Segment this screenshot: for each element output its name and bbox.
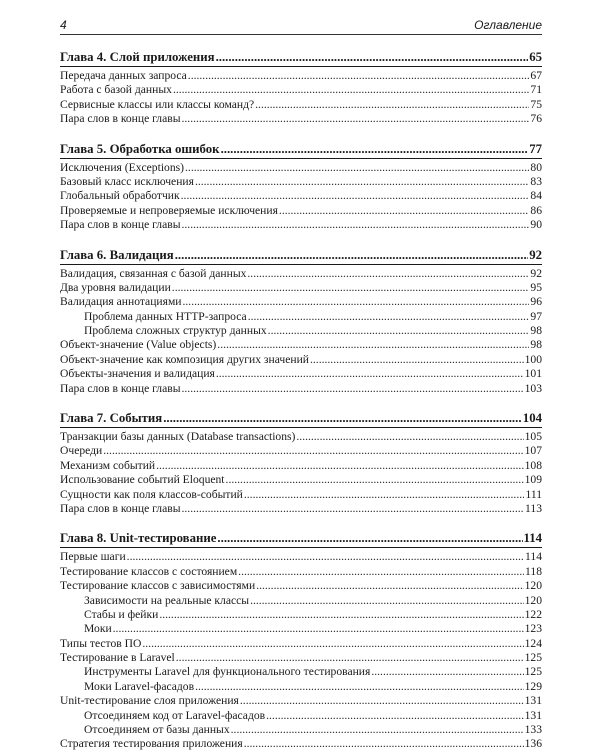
dot-leader bbox=[195, 680, 524, 694]
toc-section[interactable] bbox=[60, 83, 542, 97]
page-number: 4 bbox=[60, 18, 67, 32]
entry-title: Отсоединяем от базы данных bbox=[84, 723, 230, 737]
toc-page bbox=[60, 12, 542, 752]
toc-section[interactable] bbox=[60, 281, 542, 295]
entry-title: Использование событий Eloquent bbox=[60, 473, 225, 487]
entry-page-number: 96 bbox=[530, 295, 542, 309]
entry-title: Исключения (Exceptions) bbox=[60, 160, 185, 174]
dot-leader bbox=[113, 622, 524, 636]
entry-title: Объект-значение (Value objects) bbox=[60, 338, 217, 352]
entry-title: Сущности как поля классов-событий bbox=[60, 487, 243, 501]
entry-page-number: 122 bbox=[524, 607, 542, 621]
toc-section[interactable] bbox=[60, 488, 542, 502]
toc-section[interactable] bbox=[60, 651, 542, 665]
entry-page-number: 113 bbox=[525, 501, 542, 515]
entry-title: Глобальный обработчик bbox=[60, 189, 180, 203]
entry-page-number: 114 bbox=[523, 531, 542, 546]
entry-page-number: 123 bbox=[524, 622, 542, 636]
toc-subsection[interactable] bbox=[60, 594, 542, 608]
entry-page-number: 100 bbox=[524, 352, 542, 366]
entry-page-number: 103 bbox=[524, 381, 542, 395]
entry-title: Тестирование классов с состоянием bbox=[60, 564, 238, 578]
toc-section[interactable] bbox=[60, 473, 542, 487]
entry-page-number: 108 bbox=[524, 458, 542, 472]
toc-section[interactable] bbox=[60, 218, 542, 232]
entry-title: Передача данных запроса bbox=[60, 69, 187, 82]
toc-section[interactable] bbox=[60, 444, 542, 458]
toc-section[interactable] bbox=[60, 565, 542, 579]
toc-section[interactable] bbox=[60, 295, 542, 309]
entry-page-number: 129 bbox=[524, 679, 542, 693]
entry-page-number: 120 bbox=[524, 593, 542, 607]
entry-page-number: 120 bbox=[524, 579, 542, 593]
entry-title: Валидация аннотациями bbox=[60, 295, 182, 309]
dot-leader bbox=[279, 204, 529, 218]
toc-section[interactable] bbox=[60, 161, 542, 175]
dot-leader bbox=[182, 502, 525, 516]
entry-title: Валидация, связанная с базой данных bbox=[60, 266, 247, 280]
entry-page-number: 76 bbox=[530, 112, 542, 126]
toc-section[interactable] bbox=[60, 175, 542, 189]
chapter-block bbox=[60, 530, 542, 751]
entry-title: Глава 4. Слой приложения bbox=[60, 50, 215, 64]
entry-title: Зависимости на реальные классы bbox=[84, 593, 250, 607]
dot-leader bbox=[183, 295, 530, 309]
dot-leader bbox=[172, 281, 530, 295]
dot-leader bbox=[296, 430, 523, 444]
page-header bbox=[60, 12, 542, 35]
dot-leader bbox=[156, 459, 524, 473]
dot-leader bbox=[182, 112, 530, 126]
chapter-block bbox=[60, 141, 542, 233]
dot-leader bbox=[217, 338, 529, 352]
dot-leader bbox=[181, 189, 530, 203]
toc-subsection[interactable] bbox=[60, 723, 542, 737]
dot-leader bbox=[247, 267, 529, 281]
dot-leader bbox=[175, 247, 528, 264]
toc-section[interactable] bbox=[60, 550, 542, 564]
table-of-contents bbox=[60, 49, 542, 752]
entry-title: Пара слов в конце главы bbox=[60, 112, 181, 126]
entry-page-number: 97 bbox=[530, 309, 542, 323]
entry-title: Пара слов в конце главы bbox=[60, 218, 181, 232]
entry-page-number: 95 bbox=[530, 280, 542, 294]
chapter-heading[interactable] bbox=[60, 247, 542, 265]
toc-section[interactable] bbox=[60, 112, 542, 126]
entry-page-number: 67 bbox=[530, 69, 542, 82]
entry-title: Механизм событий bbox=[60, 458, 156, 472]
toc-section[interactable] bbox=[60, 579, 542, 593]
entry-page-number: 90 bbox=[530, 218, 542, 232]
dot-leader bbox=[216, 49, 529, 66]
entry-title: Моки bbox=[84, 622, 112, 636]
toc-section[interactable] bbox=[60, 430, 542, 444]
toc-subsection[interactable] bbox=[60, 324, 542, 338]
entry-title: Первые шаги bbox=[60, 550, 126, 564]
dot-leader bbox=[238, 565, 524, 579]
entry-page-number: 101 bbox=[524, 367, 542, 381]
entry-title: Очереди bbox=[60, 444, 103, 458]
entry-page-number: 111 bbox=[525, 487, 542, 501]
entry-title: Транзакции базы данных (Database transactions) bbox=[60, 430, 296, 444]
entry-title: Проверяемые и непроверяемые исключения bbox=[60, 203, 278, 217]
toc-subsection[interactable] bbox=[60, 709, 542, 723]
toc-section[interactable] bbox=[60, 367, 542, 381]
entry-title: Два уровня валидации bbox=[60, 280, 171, 294]
chapter-heading[interactable] bbox=[60, 530, 542, 548]
toc-section[interactable] bbox=[60, 694, 542, 708]
entry-title: Unit-тестирование слоя приложения bbox=[60, 694, 239, 708]
toc-subsection[interactable] bbox=[60, 622, 542, 636]
toc-section[interactable] bbox=[60, 382, 542, 396]
entry-page-number: 98 bbox=[530, 338, 542, 352]
dot-leader bbox=[221, 141, 529, 158]
entry-title: Отсоединяем код от Laravel-фасадов bbox=[84, 708, 266, 722]
entry-page-number: 98 bbox=[530, 324, 542, 338]
section-title: Оглавление bbox=[474, 18, 542, 32]
entry-page-number: 75 bbox=[530, 97, 542, 111]
entry-page-number: 92 bbox=[530, 266, 542, 280]
dot-leader bbox=[268, 324, 530, 338]
entry-page-number: 109 bbox=[524, 473, 542, 487]
entry-title: Моки Laravel-фасадов bbox=[84, 679, 195, 693]
dot-leader bbox=[217, 530, 522, 547]
entry-page-number: 136 bbox=[524, 737, 542, 751]
entry-title: Базовый класс исключения bbox=[60, 174, 194, 188]
entry-page-number: 107 bbox=[524, 444, 542, 458]
toc-subsection[interactable] bbox=[60, 666, 542, 680]
toc-subsection[interactable] bbox=[60, 608, 542, 622]
chapter-heading[interactable] bbox=[60, 49, 542, 67]
dot-leader bbox=[127, 550, 524, 564]
dot-leader bbox=[176, 651, 524, 665]
entry-title: Проблема данных HTTP-запроса bbox=[84, 309, 247, 323]
entry-title: Пара слов в конце главы bbox=[60, 381, 181, 395]
dot-leader bbox=[244, 488, 525, 502]
entry-page-number: 77 bbox=[529, 141, 542, 156]
toc-subsection[interactable] bbox=[60, 310, 542, 324]
entry-page-number: 71 bbox=[530, 83, 542, 97]
chapter-heading[interactable] bbox=[60, 141, 542, 159]
toc-section[interactable] bbox=[60, 267, 542, 281]
dot-leader bbox=[185, 161, 529, 175]
entry-title: Глава 5. Обработка ошибок bbox=[60, 141, 220, 156]
toc-section[interactable] bbox=[60, 189, 542, 203]
entry-title: Глава 8. Unit-тестирование bbox=[60, 531, 217, 546]
toc-section[interactable] bbox=[60, 637, 542, 651]
dot-leader bbox=[240, 694, 524, 708]
dot-leader bbox=[216, 367, 524, 381]
dot-leader bbox=[173, 83, 529, 97]
dot-leader bbox=[231, 723, 524, 737]
entry-title: Инструменты Laravel для функционального тестирования bbox=[84, 665, 371, 679]
entry-title: Объект-значение как композиция других значений bbox=[60, 352, 309, 366]
entry-title: Глава 6. Валидация bbox=[60, 247, 174, 262]
dot-leader bbox=[103, 444, 523, 458]
dot-leader bbox=[188, 69, 530, 83]
toc-section[interactable] bbox=[60, 98, 542, 112]
entry-page-number: 133 bbox=[524, 723, 542, 737]
chapter-heading[interactable] bbox=[60, 410, 542, 428]
entry-page-number: 114 bbox=[525, 550, 542, 564]
toc-subsection[interactable] bbox=[60, 680, 542, 694]
entry-title: Тестирование классов с зависимостями bbox=[60, 579, 256, 593]
entry-page-number: 131 bbox=[524, 694, 542, 708]
dot-leader bbox=[256, 579, 523, 593]
dot-leader bbox=[248, 310, 530, 324]
entry-title: Стратегия тестирования приложения bbox=[60, 737, 243, 751]
chapter-block bbox=[60, 410, 542, 516]
entry-page-number: 104 bbox=[522, 411, 542, 426]
toc-section[interactable] bbox=[60, 502, 542, 516]
toc-section[interactable] bbox=[60, 353, 542, 367]
dot-leader bbox=[163, 410, 522, 427]
entry-page-number: 125 bbox=[524, 651, 542, 665]
dot-leader bbox=[255, 98, 529, 112]
entry-page-number: 125 bbox=[524, 665, 542, 679]
toc-section[interactable] bbox=[60, 459, 542, 473]
entry-page-number: 131 bbox=[524, 708, 542, 722]
entry-title: Объекты-значения и валидация bbox=[60, 367, 215, 381]
chapter-block bbox=[60, 49, 542, 127]
entry-page-number: 124 bbox=[524, 636, 542, 650]
entry-page-number: 86 bbox=[530, 203, 542, 217]
dot-leader bbox=[266, 709, 523, 723]
entry-title: Глава 7. События bbox=[60, 411, 163, 426]
entry-page-number: 65 bbox=[529, 50, 542, 64]
entry-title: Стабы и фейки bbox=[84, 607, 159, 621]
dot-leader bbox=[195, 175, 529, 189]
entry-page-number: 92 bbox=[529, 247, 542, 262]
entry-title: Проблема сложных структур данных bbox=[84, 324, 267, 338]
dot-leader bbox=[371, 666, 523, 680]
dot-leader bbox=[250, 594, 524, 608]
entry-title: Пара слов в конце главы bbox=[60, 501, 181, 515]
entry-page-number: 80 bbox=[530, 160, 542, 174]
chapter-block bbox=[60, 247, 542, 397]
dot-leader bbox=[310, 353, 524, 367]
entry-page-number: 118 bbox=[525, 564, 542, 578]
toc-section[interactable] bbox=[60, 204, 542, 218]
dot-leader bbox=[226, 473, 524, 487]
dot-leader bbox=[182, 218, 530, 232]
entry-title: Тестирование в Laravel bbox=[60, 651, 175, 665]
toc-section[interactable] bbox=[60, 338, 542, 352]
dot-leader bbox=[182, 382, 524, 396]
entry-title: Типы тестов ПО bbox=[60, 636, 142, 650]
entry-page-number: 83 bbox=[530, 174, 542, 188]
toc-section[interactable] bbox=[60, 69, 542, 83]
dot-leader bbox=[142, 637, 523, 651]
entry-title: Сервисные классы или классы команд? bbox=[60, 97, 255, 111]
dot-leader bbox=[159, 608, 523, 622]
entry-page-number: 105 bbox=[524, 430, 542, 444]
entry-title: Работа с базой данных bbox=[60, 83, 172, 97]
entry-page-number: 84 bbox=[530, 189, 542, 203]
